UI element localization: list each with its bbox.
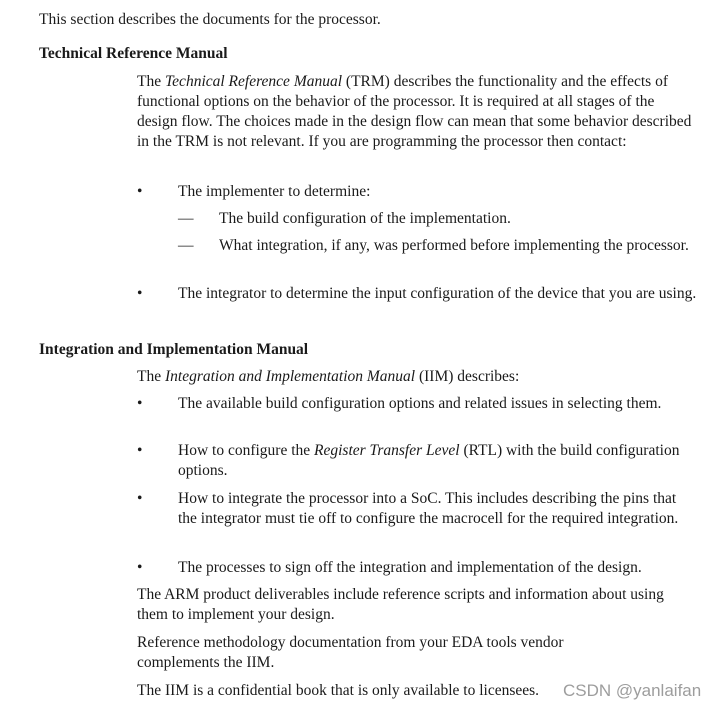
trm-lead-paragraph — [137, 72, 697, 152]
iim-lead-paragraph — [137, 367, 697, 387]
watermark: CSDN @yanlaifan — [563, 681, 702, 700]
dash-icon: — — [178, 210, 194, 227]
bullet-icon: • — [137, 490, 143, 507]
lead-text: The — [137, 73, 165, 90]
iim-title-italic: Integration and Implementation Manual — [164, 368, 416, 385]
lead-text: (IIM) describes: — [415, 368, 520, 385]
list-item-text-part: (RTL) with the build configuration options. — [178, 442, 680, 479]
paragraph: The ARM product deliverables include reference scripts and information about using them to implement your design. — [137, 586, 664, 623]
list-item-text: The processes to sign off the integration and implementation of the design. — [178, 559, 642, 576]
lead-text: (TRM) describes the functionality and the effects of functional options on the behavior of the processor. It is required at all stages of the design flow. The choices made in the design flow can mean that some behavior described in the TRM is not relevant. If you are programming the processor then contact: — [137, 73, 692, 150]
list-item-text-part: How to configure the — [178, 442, 315, 459]
intro-paragraph: This section describes the documents for the processor. — [39, 11, 381, 28]
dash-icon: — — [178, 237, 194, 254]
sub-list-item-text: The build configuration of the implementation. — [219, 210, 511, 227]
paragraph: The IIM is a confidential book that is only available to licensees. — [137, 682, 540, 699]
paragraph: Reference methodology documentation from your EDA tools vendor complements the IIM. — [137, 634, 564, 671]
section-heading-trm: Technical Reference Manual — [39, 45, 228, 62]
bullet-icon: • — [137, 442, 143, 459]
sub-list-item-text: What integration, if any, was performed before implementing the processor. — [219, 237, 689, 254]
list-item-text: The implementer to determine: — [178, 183, 371, 200]
trm-title-italic: Technical Reference Manual — [164, 73, 343, 90]
rtl-term-italic: Register Transfer Level — [314, 442, 460, 459]
bullet-icon: • — [137, 183, 143, 200]
lead-text: The — [137, 368, 165, 385]
list-item-text: The available build configuration options and related issues in selecting them. — [178, 395, 662, 412]
list-item-text: How to integrate the processor into a SoC. This includes describing the pins that the integrator must tie off to configure the macrocell for the required integration. — [178, 490, 679, 527]
bullet-icon: • — [137, 395, 143, 412]
bullet-icon: • — [137, 559, 143, 576]
section-heading-iim: Integration and Implementation Manual — [39, 341, 309, 358]
list-item-text — [178, 441, 698, 481]
list-item-text: The integrator to determine the input configuration of the device that you are using. — [178, 285, 697, 302]
bullet-icon: • — [137, 285, 143, 302]
